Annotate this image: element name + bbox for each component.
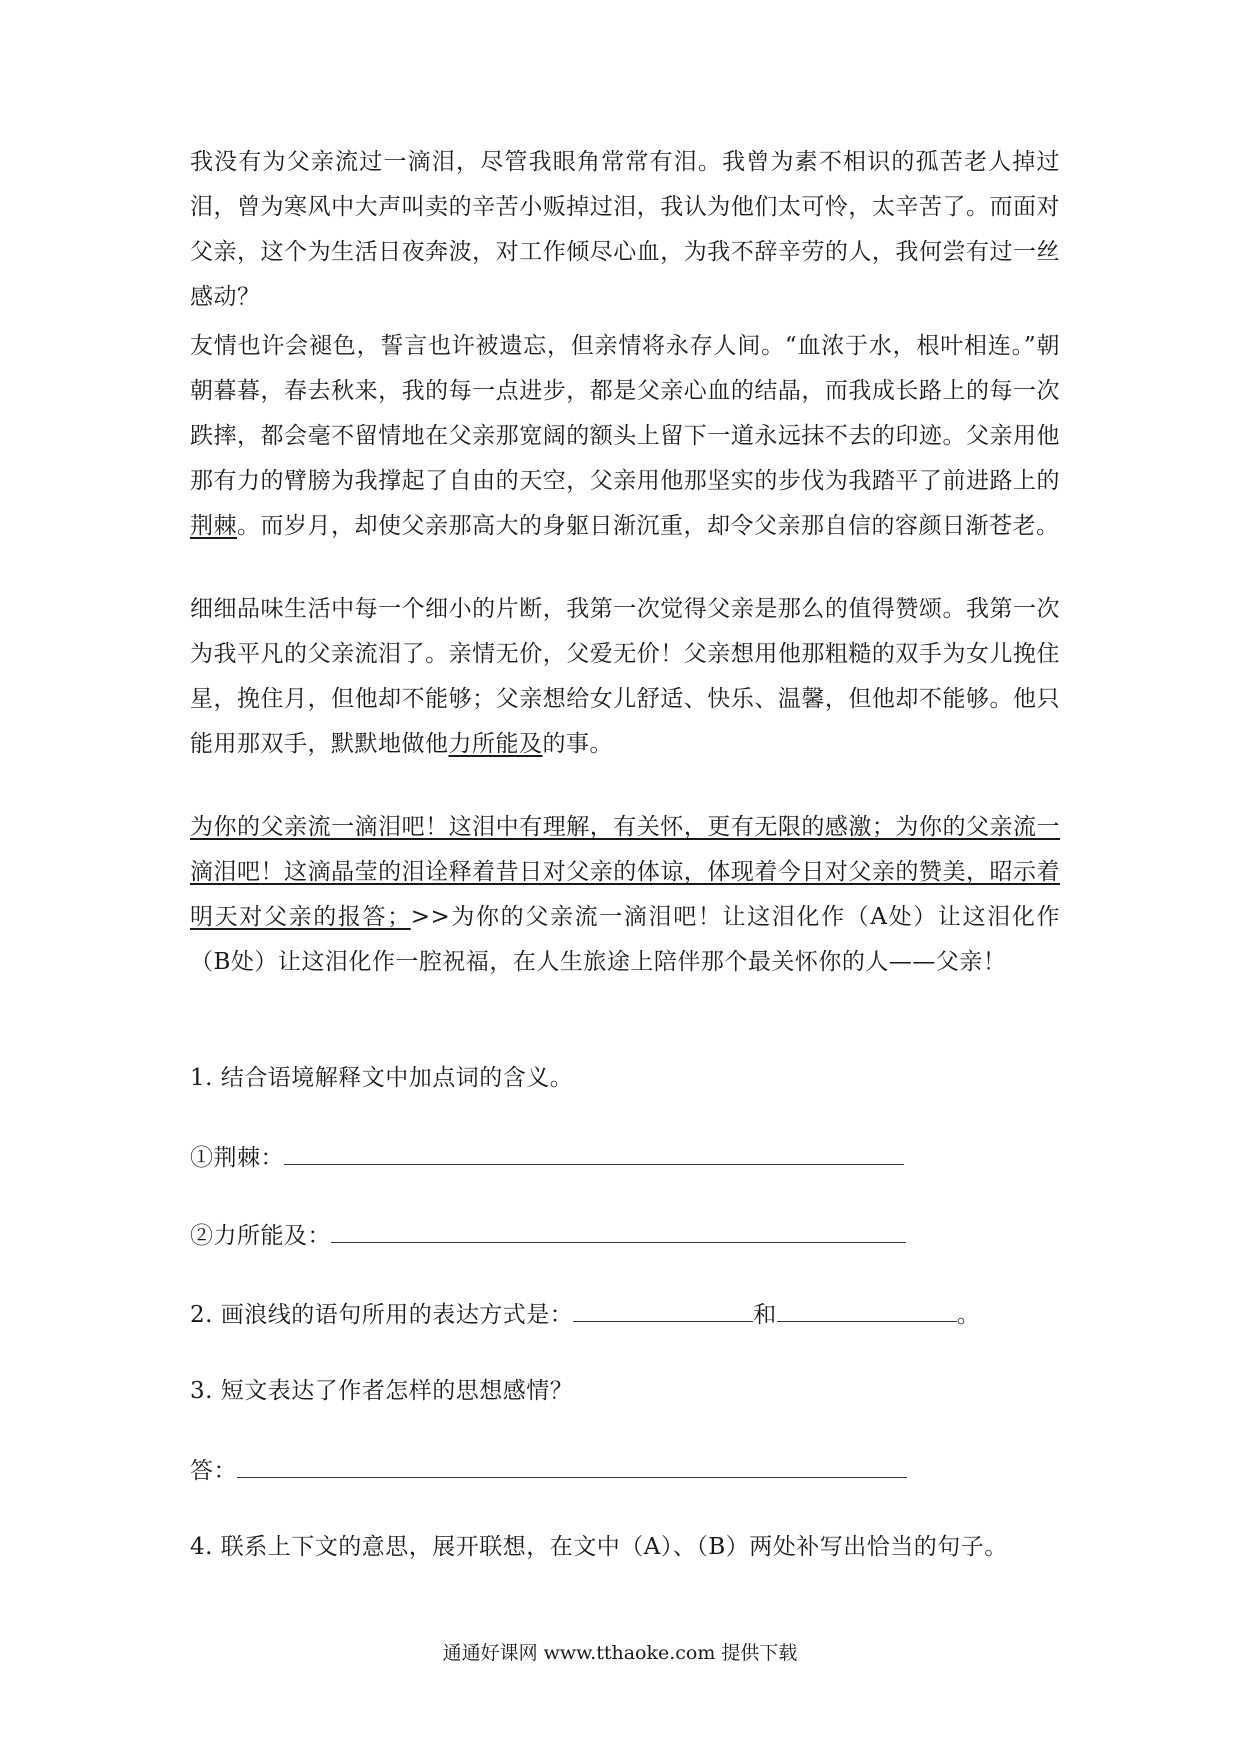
question-3-text: 3. 短文表达了作者怎样的思想感情？ — [190, 1378, 574, 1404]
paragraph-3-text-end: 的事。 — [542, 731, 613, 757]
paragraph-3-text: 细细品味生活中每一个细小的片断，我第一次觉得父亲是那么的值得赞颂。我第一次为我平凡的父亲流泪了。亲情无价，父爱无价！父亲想用他那粗糙的双手为女儿挽住星，挽住月，但他却不能够；父亲想给女儿舒适、快乐、温馨，但他却不能够。他只能用那双手，默默地做他 — [190, 596, 1060, 757]
question-3-answer — [190, 1453, 1070, 1487]
question-2 — [190, 1297, 1070, 1331]
underlined-word-jingji: 荆棘 — [190, 513, 237, 539]
paragraph-2 — [190, 324, 1060, 549]
answer-blank-expression-2[interactable] — [777, 1297, 957, 1322]
question-2-and: 和 — [753, 1302, 777, 1328]
paragraph-1-text: 我没有为父亲流过一滴泪，尽管我眼角常常有泪。我曾为素不相识的孤苦老人掉过泪，曾为寒风中大声叫卖的辛苦小贩掉过泪，我认为他们太可怜，太辛苦了。而面对父亲，这个为生活日夜奔波，对工作倾尽心血，为我不辞辛劳的人，我何尝有过一丝感动？ — [190, 149, 1060, 310]
answer-blank-feelings[interactable] — [237, 1453, 907, 1478]
paragraph-1 — [190, 140, 1060, 320]
question-1-item-2 — [190, 1218, 1070, 1252]
question-3-answer-label: 答： — [190, 1458, 237, 1484]
question-2-text: 2. 画浪线的语句所用的表达方式是： — [190, 1302, 574, 1328]
paragraph-3 — [190, 587, 1060, 767]
question-4-text: 4. 联系上下文的意思，展开联想，在文中（A）、（B）两处补写出恰当的句子。 — [190, 1534, 1008, 1560]
question-1-item-1 — [190, 1140, 1070, 1174]
question-1-item-1-label: ①荆棘： — [190, 1145, 284, 1171]
question-1-item-2-label: ②力所能及： — [190, 1223, 331, 1249]
paragraph-2-text-end: 。而岁月，却使父亲那高大的身躯日渐沉重，却令父亲那自信的容颜日渐苍老。 — [237, 513, 1060, 539]
underlined-word-lisuonengji: 力所能及 — [448, 731, 543, 757]
paragraph-4-text-end: >>为你的父亲流一滴泪吧！让这泪化作（A处）让这泪化作（B处）让这泪化作一腔祝福，在人生旅途上陪伴那个最关怀你的人——父亲！ — [190, 904, 1061, 975]
question-2-end: 。 — [956, 1302, 981, 1328]
wavy-underlined-sentence: 为你的父亲流一滴泪吧！这泪中有理解，有关怀，更有无限的感激；为你的父亲流一滴泪吧！这滴晶莹的泪诠释着昔日对父亲的体谅，体现着今日对父亲的赞美，昭示着明天对父亲的报答； — [190, 814, 1060, 930]
answer-blank-expression-1[interactable] — [573, 1297, 753, 1322]
paragraph-2-text: 友情也许会褪色，誓言也许被遗忘，但亲情将永存人间。“血浓于水，根叶相连。”朝朝暮暮，春去秋来，我的每一点进步，都是父亲心血的结晶，而我成长路上的每一次跌摔，都会毫不留情地在父亲那宽阔的额头上留下一道永远抹不去的印迹。父亲用他那有力的臂膀为我撑起了自由的天空，父亲用他那坚实的步伐为我踏平了前进路上的 — [190, 333, 1060, 494]
page-footer: 通通好课网 www.tthaoke.com 提供下载 — [442, 1642, 798, 1664]
paragraph-4 — [190, 805, 1060, 985]
question-4 — [190, 1531, 1070, 1563]
answer-blank-jingji[interactable] — [284, 1140, 904, 1165]
question-1-text: 1. 结合语境解释文中加点词的含义。 — [190, 1065, 574, 1091]
answer-blank-lisuonengji[interactable] — [331, 1218, 906, 1243]
question-1 — [190, 1062, 1070, 1094]
question-3 — [190, 1375, 1070, 1407]
